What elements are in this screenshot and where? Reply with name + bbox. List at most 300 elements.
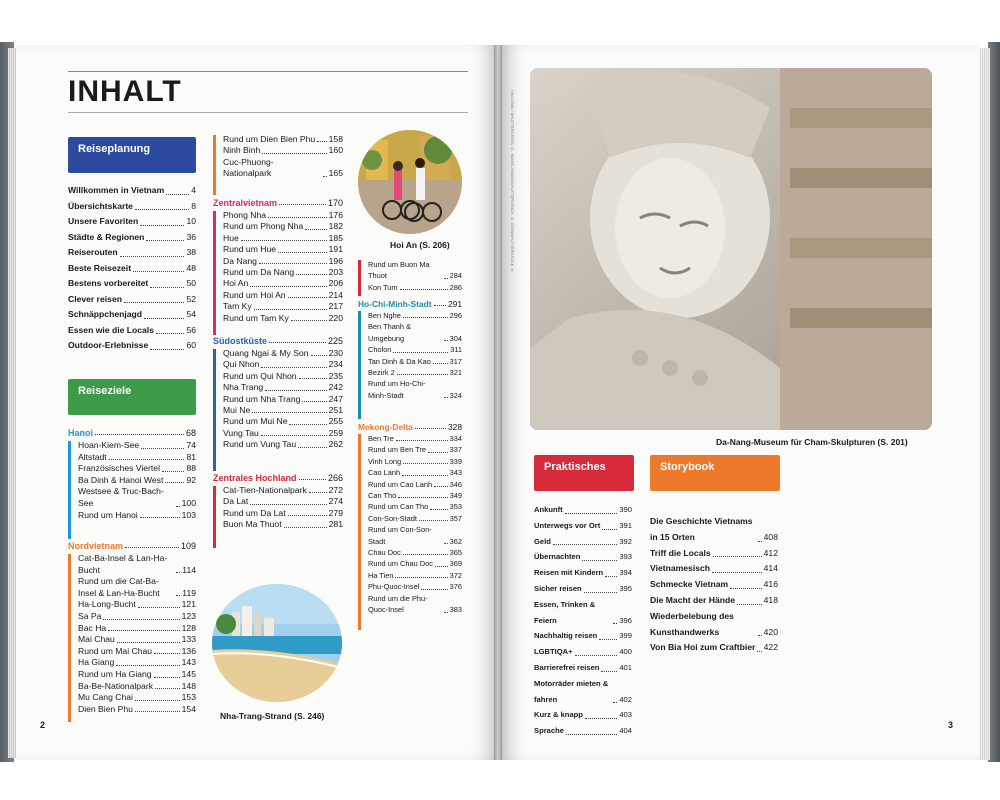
- toc-entry-page: 100: [181, 497, 196, 508]
- toc-entry-page: 403: [619, 710, 632, 720]
- dot-leader: [584, 592, 618, 593]
- toc-entry-title: Sicher reisen: [534, 583, 582, 593]
- mekong-list: [358, 433, 462, 616]
- toc-entry-page: 121: [181, 599, 196, 610]
- toc-entry-title: Cao Lanh: [368, 468, 401, 478]
- toc-entry-page: 92: [186, 474, 196, 485]
- toc-entry-title: Mui Ne: [223, 405, 251, 416]
- toc-entry-page: 383: [449, 605, 462, 615]
- toc-entry-title: Rund um Ha Giang: [78, 668, 152, 679]
- toc-entry-title: Chau Doc: [368, 548, 401, 558]
- toc-entry-page: 274: [328, 496, 343, 507]
- toc-entry: [223, 382, 343, 393]
- toc-entry-title: Ha-Long-Bucht: [78, 599, 136, 610]
- dot-leader: [302, 401, 326, 402]
- toc-entry-title: Schmecke Vietnam: [650, 579, 729, 590]
- toc-entry-title: Dien Bien Phu: [78, 703, 133, 714]
- dot-leader: [602, 529, 617, 530]
- photo-credit: VIN LONG / SHUTTERSTOCK ©, HANOI ZHANG/SHUTTERSTOCK ©, DOM/SHUTTERSTOCK ©: [510, 90, 515, 273]
- toc-entry: [534, 707, 632, 723]
- toc-entry-title: Kurz & knapp: [534, 710, 583, 720]
- title-rule-top: [68, 71, 468, 72]
- dot-leader: [135, 711, 180, 712]
- toc-entry: [78, 463, 196, 475]
- toc-entry: [534, 581, 632, 597]
- toc-entry-page: 279: [328, 507, 343, 518]
- dot-leader: [395, 577, 447, 578]
- dot-leader: [124, 302, 184, 303]
- toc-entry-title: Bac Ha: [78, 622, 107, 633]
- toc-entry-title: Unterwegs vor Ort: [534, 520, 601, 530]
- toc-entry-page: 36: [186, 231, 196, 242]
- toc-entry: [68, 307, 196, 323]
- toc-entry-page: 56: [186, 324, 196, 335]
- toc-entry-title: Can Tho: [368, 491, 397, 501]
- toc-entry: [78, 657, 196, 669]
- toc-entry-title: Vung Tau: [223, 427, 259, 438]
- toc-entry: [223, 416, 343, 427]
- toc-entry-title: Ha Tien: [368, 570, 394, 580]
- toc-entry-page: 414: [763, 563, 778, 574]
- toc-entry-title: Clever reisen: [68, 293, 122, 304]
- dot-leader: [444, 612, 448, 613]
- toc-entry: [368, 570, 462, 581]
- dot-leader: [259, 263, 327, 264]
- dot-leader: [601, 671, 617, 672]
- toc-entry-title: Cuc-Phuong-Nationalpark: [223, 156, 274, 179]
- toc-entry: [650, 593, 778, 609]
- dot-leader: [444, 397, 448, 398]
- toc-entry-page: 369: [449, 559, 462, 569]
- dot-leader: [305, 229, 326, 230]
- toc-entry-title: Da Lat: [223, 496, 249, 507]
- toc-entry-title: Rund um Con-Son-Stadt: [368, 525, 432, 546]
- dot-leader: [299, 378, 327, 379]
- nha-trang-photo: [212, 584, 342, 702]
- toc-entry-title: Von Bia Hoi zum Craftbier: [650, 642, 756, 653]
- toc-entry-page: 365: [449, 548, 462, 558]
- toc-entry-title: Rund um Cao Lanh: [368, 479, 433, 489]
- dot-leader: [252, 412, 326, 413]
- toc-entry: [368, 581, 462, 592]
- dot-leader: [156, 333, 184, 334]
- toc-entry-title: Ba-Be-Nationalpark: [78, 680, 153, 691]
- toc-entry-title: Übernachten: [534, 552, 581, 562]
- toc-entry-title: Triff die Locals: [650, 547, 711, 558]
- dot-leader: [444, 340, 448, 341]
- dot-leader: [176, 572, 180, 573]
- toc-entry: [534, 628, 632, 644]
- hanoi-list: [68, 440, 196, 521]
- hoi-an-photo: [358, 130, 462, 234]
- toc-entry-title: LGBTIQA+: [534, 647, 573, 657]
- toc-entry-title: Rund um Mui Ne: [223, 416, 288, 427]
- dot-leader: [419, 520, 448, 521]
- toc-entry-title: Westsee & Truc-Bach-See: [78, 486, 164, 508]
- dot-leader: [553, 544, 617, 545]
- dot-leader: [613, 623, 617, 624]
- toc-entry-page: 391: [619, 520, 632, 530]
- toc-entry: [368, 547, 462, 558]
- toc-entry-page: 119: [182, 587, 196, 598]
- dot-leader: [262, 153, 326, 154]
- toc-entry-page: 393: [619, 552, 632, 562]
- dot-leader: [146, 240, 184, 241]
- toc-entry: [534, 502, 632, 518]
- toc-entry-page: 324: [449, 390, 462, 400]
- dot-leader: [433, 363, 448, 364]
- hochland-list: [213, 485, 343, 531]
- toc-entry: [223, 157, 343, 180]
- toc-entry-title: Phu-Quoc-Insel: [368, 582, 420, 592]
- toc-entry: [78, 599, 196, 611]
- toc-entry-page: 165: [328, 168, 343, 179]
- toc-entry: [68, 230, 196, 246]
- toc-entry: [368, 433, 462, 444]
- toc-entry-page: 154: [181, 703, 196, 714]
- dot-leader: [108, 630, 179, 631]
- toc-entry-page: 311: [450, 345, 462, 355]
- nha-trang-caption: Nha-Trang-Strand (S. 246): [220, 711, 325, 721]
- toc-entry-title: Rund um Can Tho: [368, 502, 429, 512]
- region-mekong-delta: [358, 422, 462, 432]
- region-name: Ho-Chi-Minh-Stadt: [358, 299, 432, 309]
- toc-entry-title: Die Geschichte Vietnams in 15 Orten: [650, 516, 753, 542]
- toc-entry: [223, 210, 343, 221]
- toc-entry-page: 114: [182, 564, 196, 575]
- title-rule-bottom: [68, 112, 468, 113]
- toc-entry-title: Bestens vorbereitet: [68, 278, 149, 288]
- toc-entry-page: 402: [619, 694, 632, 704]
- toc-entry-title: Rund um Hue: [223, 244, 277, 255]
- dot-leader: [291, 320, 327, 321]
- toc-entry: [78, 440, 196, 452]
- toc-entry-page: 123: [181, 610, 196, 621]
- toc-entry-page: 217: [328, 301, 343, 312]
- toc-entry: [78, 510, 196, 522]
- toc-entry: [78, 576, 196, 599]
- toc-entry-page: 38: [186, 247, 196, 257]
- toc-entry-page: 191: [328, 244, 343, 255]
- dot-leader: [144, 318, 184, 319]
- toc-entry-title: Hoi An: [223, 278, 249, 289]
- toc-entry-page: 412: [763, 547, 778, 558]
- dot-leader: [141, 448, 184, 449]
- toc-entry: [78, 704, 196, 716]
- toc-entry: [68, 323, 196, 339]
- dot-leader: [403, 554, 448, 555]
- dot-leader: [268, 217, 327, 218]
- toc-entry-title: Altstadt: [78, 451, 107, 462]
- toc-entry: [68, 183, 196, 199]
- toc-entry-title: Kon Tum: [368, 282, 398, 292]
- toc-entry: [368, 321, 462, 344]
- toc-entry-title: Cat-Tien-Nationalpark: [223, 485, 307, 495]
- dot-leader: [444, 278, 448, 279]
- toc-entry: [223, 301, 343, 312]
- toc-entry-page: 420: [763, 626, 778, 637]
- toc-entry-title: Quang Ngai & My Son: [223, 348, 309, 358]
- toc-entry: [78, 646, 196, 658]
- toc-entry: [78, 623, 196, 635]
- toc-entry: [68, 292, 196, 308]
- dot-leader: [403, 463, 448, 464]
- toc-entry: [78, 634, 196, 646]
- dot-leader: [138, 607, 180, 608]
- toc-entry: [650, 561, 778, 577]
- toc-entry-page: 60: [186, 340, 196, 350]
- toc-entry: [223, 290, 343, 301]
- dot-leader: [758, 541, 762, 542]
- toc-entry: [78, 486, 196, 509]
- page-number-right: 3: [948, 720, 954, 730]
- toc-entry: [368, 501, 462, 512]
- dot-leader: [150, 287, 184, 288]
- toc-entry-title: Wiederbelebung des Kunsthandwerks: [650, 610, 734, 637]
- toc-entry-page: 214: [328, 289, 343, 300]
- toc-entry: [223, 348, 343, 359]
- toc-entry-page: 48: [186, 262, 196, 273]
- dot-leader: [758, 635, 762, 636]
- toc-entry-title: Qui Nhon: [223, 359, 260, 370]
- toc-entry-page: 259: [328, 427, 343, 438]
- dot-leader: [154, 677, 180, 678]
- toc-entry-page: 321: [449, 368, 462, 378]
- toc-entry-title: Rund um Da Nang: [223, 267, 295, 278]
- dot-leader: [241, 240, 327, 241]
- toc-entry: [223, 371, 343, 382]
- region-page: 109: [180, 541, 196, 551]
- dot-leader: [317, 141, 326, 142]
- toc-entry-page: 353: [449, 502, 462, 512]
- toc-entry-page: 395: [619, 583, 632, 593]
- book-gutter: [494, 45, 502, 760]
- section-chip-praktisches: Praktisches: [534, 455, 634, 491]
- toc-entry-title: Hue: [223, 232, 239, 243]
- toc-entry-title: Mu Cang Chai: [78, 692, 133, 703]
- toc-entry: [223, 485, 343, 496]
- toc-entry-title: Rund um Phong Nha: [223, 221, 304, 232]
- dot-leader: [109, 459, 185, 460]
- dot-leader: [288, 515, 327, 516]
- region-name: Südostküste: [213, 336, 268, 346]
- toc-entry-title: Rund um Da Lat: [223, 507, 286, 518]
- toc-entry-page: 392: [619, 536, 632, 546]
- toc-entry: [534, 518, 632, 534]
- toc-entry-page: 74: [186, 440, 196, 450]
- dot-leader: [713, 556, 762, 557]
- dot-leader: [103, 619, 179, 620]
- toc-entry: [223, 256, 343, 267]
- toc-entry-title: Rund um Hoi An: [223, 289, 286, 300]
- toc-entry: [650, 640, 778, 656]
- toc-entry: [650, 546, 778, 562]
- toc-entry-title: Rund um Ben Tre: [368, 445, 426, 455]
- toc-entry-title: Geld: [534, 536, 551, 546]
- toc-entry: [223, 278, 343, 289]
- toc-entry: [68, 338, 196, 354]
- toc-entry: [368, 456, 462, 467]
- dot-leader: [585, 718, 617, 719]
- dot-leader: [166, 194, 189, 195]
- toc-entry-page: 160: [328, 145, 343, 156]
- dot-leader: [599, 639, 617, 640]
- toc-entry-title: Bezirk 2: [368, 368, 395, 378]
- toc-entry-page: 8: [191, 200, 196, 211]
- section-chip-reiseplanung: Reiseplanung: [68, 137, 196, 173]
- page-number-left: 2: [40, 720, 46, 730]
- toc-entry-page: 158: [328, 134, 343, 144]
- toc-entry-page: 408: [763, 531, 778, 542]
- toc-entry: [534, 676, 632, 708]
- dot-leader: [288, 297, 327, 298]
- toc-entry-title: Rund um Qui Nhon: [223, 370, 297, 381]
- toc-entry-page: 234: [328, 359, 343, 370]
- praktisches-list: [534, 502, 632, 739]
- toc-entry-page: 255: [328, 416, 343, 427]
- toc-entry: [368, 558, 462, 569]
- toc-entry-page: 372: [449, 570, 462, 580]
- toc-entry: [368, 344, 462, 355]
- dot-leader: [135, 209, 189, 210]
- toc-entry-page: 251: [328, 405, 343, 416]
- hoi-an-caption: Hoi An (S. 206): [390, 240, 450, 250]
- hochland-cont-list: [358, 259, 462, 293]
- suedostkueste-list: [213, 348, 343, 451]
- dot-leader: [133, 271, 184, 272]
- toc-entry-title: Willkommen in Vietnam: [68, 185, 165, 195]
- dot-leader: [176, 595, 180, 596]
- toc-entry: [368, 593, 462, 616]
- toc-entry: [368, 490, 462, 501]
- toc-entry: [223, 496, 343, 507]
- toc-entry-page: 220: [328, 312, 343, 323]
- page-title: INHALT: [68, 75, 182, 108]
- toc-entry-page: 81: [186, 451, 196, 462]
- dot-leader: [435, 566, 448, 567]
- toc-entry-page: 376: [449, 582, 462, 592]
- toc-entry-page: 262: [328, 439, 343, 450]
- dot-leader: [566, 734, 617, 735]
- dot-leader: [398, 497, 447, 498]
- dot-leader: [403, 317, 448, 318]
- dot-leader: [162, 471, 184, 472]
- region-ho-chi-minh-stadt: [358, 299, 462, 309]
- toc-entry-page: 396: [619, 615, 632, 625]
- toc-entry-page: 4: [191, 185, 196, 195]
- toc-entry: [223, 439, 343, 450]
- toc-entry-page: 394: [619, 568, 632, 578]
- dot-leader: [250, 504, 326, 505]
- toc-entry-page: 52: [186, 293, 196, 304]
- toc-entry-title: Buon Ma Thuot: [223, 519, 282, 530]
- toc-entry-title: Rund um Buon Ma Thuot: [368, 260, 430, 281]
- toc-entry-page: 390: [619, 505, 632, 514]
- toc-entry-page: 148: [181, 680, 196, 691]
- toc-entry-page: 349: [449, 491, 462, 501]
- toc-entry-title: Ben Nghe: [368, 311, 401, 320]
- toc-entry: [650, 609, 778, 641]
- toc-entry-title: Rund um Ho-Chi-Minh-Stadt: [368, 379, 426, 400]
- dot-leader: [613, 702, 617, 703]
- toc-entry: [68, 276, 196, 292]
- toc-entry-page: 357: [449, 513, 462, 523]
- toc-entry-title: Cat-Ba-Insel & Lan-Ha-Bucht: [78, 553, 168, 575]
- dot-leader: [176, 506, 180, 507]
- toc-entry: [78, 452, 196, 464]
- toc-entry: [223, 233, 343, 244]
- toc-entry: [223, 244, 343, 255]
- toc-entry: [368, 378, 462, 401]
- toc-entry: [534, 660, 632, 676]
- toc-entry-page: 399: [619, 631, 632, 641]
- dot-leader: [323, 176, 327, 177]
- dot-leader: [154, 653, 180, 654]
- toc-entry-title: Con-Son-Stadt: [368, 513, 417, 523]
- dot-leader: [135, 700, 180, 701]
- region-name: Hanoi: [68, 428, 94, 438]
- toc-entry-page: 337: [449, 445, 462, 455]
- toc-entry-title: Schnäppchenjagd: [68, 309, 143, 319]
- toc-entry-title: Rund um Vung Tau: [223, 439, 297, 450]
- toc-entry-title: Tam Ky: [223, 301, 252, 312]
- region-hanoi: [68, 428, 196, 438]
- toc-entry: [368, 524, 462, 547]
- toc-entry-page: 400: [619, 647, 632, 657]
- toc-entry: [223, 267, 343, 278]
- toc-entry-title: Ben Tre: [368, 434, 394, 443]
- toc-entry: [534, 565, 632, 581]
- dot-leader: [261, 435, 327, 436]
- toc-entry-page: 176: [328, 210, 343, 220]
- dot-leader: [278, 252, 327, 253]
- region-page: 170: [327, 198, 343, 208]
- dot-leader: [397, 374, 448, 375]
- toc-entry-page: 286: [449, 282, 462, 292]
- toc-entry-title: Rund um Tam Ky: [223, 312, 289, 323]
- toc-entry-page: 296: [449, 311, 462, 320]
- dot-leader: [428, 452, 448, 453]
- toc-entry-page: 418: [763, 594, 778, 605]
- toc-entry-page: 404: [619, 726, 632, 736]
- section-chip-reiseziele: Reiseziele: [68, 379, 196, 415]
- region-name: Zentrales Hochland: [213, 473, 297, 483]
- toc-entry: [78, 553, 196, 576]
- toc-entry-title: Sa Pa: [78, 610, 102, 621]
- toc-entry-page: 317: [449, 356, 462, 366]
- toc-entry-page: 136: [181, 645, 196, 656]
- toc-entry-page: 343: [449, 468, 462, 478]
- toc-entry-page: 133: [181, 634, 196, 645]
- toc-entry: [368, 444, 462, 455]
- toc-entry-title: Mai Chau: [78, 634, 115, 645]
- toc-entry: [223, 221, 343, 232]
- toc-entry-title: Übersichtskarte: [68, 200, 133, 211]
- toc-entry-page: 103: [181, 509, 196, 520]
- region-page: 68: [185, 428, 196, 438]
- photo-caption: Da-Nang-Museum für Cham-Skulpturen (S. 201): [716, 437, 908, 447]
- dot-leader: [254, 309, 327, 310]
- toc-entry: [223, 428, 343, 439]
- toc-entry-page: 416: [763, 579, 778, 590]
- toc-entry-title: Ba Dinh & Hanoi West: [78, 474, 164, 485]
- region-name: Nordvietnam: [68, 541, 124, 551]
- toc-entry-page: 182: [328, 221, 343, 232]
- toc-entry: [78, 475, 196, 487]
- toc-entry-page: 196: [328, 255, 343, 266]
- toc-entry: [368, 513, 462, 524]
- hcmc-list: [358, 310, 462, 401]
